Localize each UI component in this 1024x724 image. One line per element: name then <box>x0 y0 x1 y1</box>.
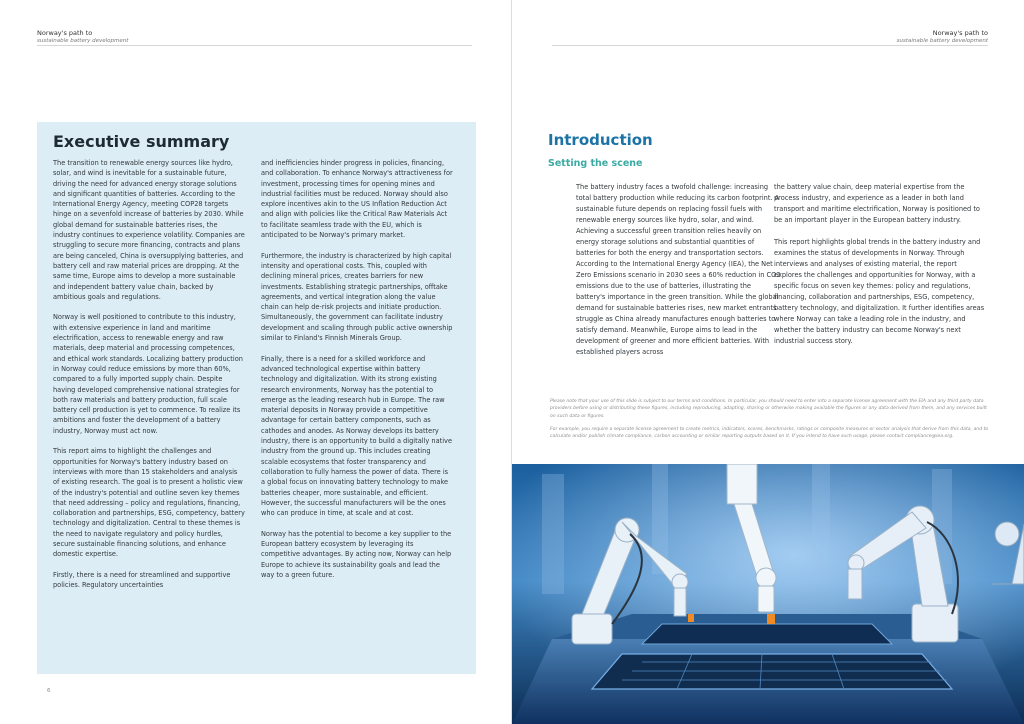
running-head-title: Norway's path to <box>37 29 93 37</box>
disclaimer-note-1: Please note that your use of this slide is subject to our terms and conditions. In particular, you should need to enter into a separate license agreement with the EIA and any third party data providers before using or distributing these figures, including reproducing, adapting, sharing or otherwise making available the figures or any data derived from them, and any services built on such data or figures. <box>550 399 987 419</box>
running-head-subtitle: sustainable battery development <box>37 38 129 44</box>
right-page <box>512 0 1024 724</box>
robot-assembly-illustration <box>512 464 1024 724</box>
header-divider <box>552 45 988 46</box>
summary-paragraph: Furthermore, the industry is characterized by high capital intensity and operational costs. This, coupled with declining mineral prices, creates barriers for new investments. Establishing strategic partnerships, offtake agreements, and vertical integration along the value chain can help de-risk projects and initiate production. Simultaneously, the government can facilitate industry development and scaling through public active ownership similar to Finland's Finnish Minerals Group. <box>261 251 453 343</box>
running-head-subtitle: sustainable battery development <box>896 38 988 44</box>
summary-paragraph: Finally, there is a need for a skilled workforce and advanced technological expertise within battery technology and digitalization. With its strong existing research environments, Norway has the potential to emerge as the leading research hub in Europe. The raw material deposits in Norway provide a competitive advantage for certain battery components, such as cathodes and anodes. As Norway develops its battery industry, there is an opportunity to build a digitally native industry from the ground up. This includes creating scalable ecosystems that foster transparency and collaboration to fully harness the power of data. There is a global focus on innovating battery technology to make batteries cheaper, more sustainable, and efficient. However, the successful manufacturers will be the ones who can produce in time, at scale and at cost. <box>261 354 453 518</box>
summary-paragraph: Norway is well positioned to contribute to this industry, with extensive experience in land and maritime electrification, access to renewable energy and raw materials, deep material and processing competences, and ethical work standards. Localizing battery production in Norway could reduce emissions by more than 60%, compared to a fully imported supply chain. Despite having developed comprehensive national strategies for both raw materials and battery production, full scale battery cell production is yet to commence. To realize its ambitions and foster the development of a battery industry, Norway must act now. <box>53 313 243 435</box>
page-number: 6 <box>47 688 51 694</box>
executive-summary-box <box>37 122 476 674</box>
running-head-right <box>897 29 988 45</box>
introduction-title: Introduction <box>548 131 653 149</box>
introduction-subtitle: Setting the scene <box>548 158 643 169</box>
summary-paragraph: and inefficiencies hinder progress in policies, financing, and collaboration. To enhance Norway's attractiveness for investment, processing times for opening mines and industrial facilities must be reduced. Norway should also explore incentives akin to the US Inflation Reduction Act and align with policies like the Critical Raw Materials Act to facilitate seamless trade with the EU, which is anticipated to be Norway's primary market. <box>261 159 453 240</box>
robot-assembly-photo <box>512 464 1024 724</box>
header-divider <box>37 45 472 46</box>
summary-paragraph: The transition to renewable energy sources like hydro, solar, and wind is inevitable for a sustainable future, driving the need for advanced energy storage solutions and significant quantities of batteries. According to the International Energy Agency, meeting COP28 targets hinge on a sevenfold increase of batteries by 2030. While global demand for sustainable batteries rises, the industry continues to experience volatility. Companies are struggling to secure more financing, contracts and plans are being canceled, China is oversupplying batteries, and battery cell and raw material prices are dropping. At the same time, Europe aims to develop a more sustainable and independent battery value chain, backed by ambitious goals and regulations. <box>53 159 245 301</box>
intro-column-2 <box>774 182 986 358</box>
summary-column-1 <box>53 158 245 601</box>
intro-paragraph: the battery value chain, deep material expertise from the process industry, and experience as a leader in both land transport and maritime electrification, Norway is positioned to be an important player in the European battery industry. <box>774 183 980 224</box>
running-head-title: Norway's path to <box>932 29 988 37</box>
summary-paragraph: Firstly, there is a need for streamlined and supportive policies. Regulatory uncertainties <box>53 570 231 590</box>
running-head-left <box>37 29 128 45</box>
summary-title: Executive summary <box>53 132 230 151</box>
summary-paragraph: Norway has the potential to become a key supplier to the European battery ecosystem by leveraging its competitive advantages. By acting now, Norway can help Europe to achieve its sustainability goals and lead the way to a green future. <box>261 529 452 579</box>
disclaimer-note-2: For example, you require a separate license agreement to create metrics, indicators, scores, benchmarks, ratings or composite measures or sector analysis that derive from this data, and to calculate and/or publish climate compliance, carbon accounting or similar reporting outputs based on it. If you intend to have such usage, please contact compliance@iea.org. <box>550 427 989 440</box>
summary-paragraph: This report aims to highlight the challenges and opportunities for Norway's battery industry based on interviews with more than 15 stakeholders and analysis of existing research. The goal is to present a holistic view of the industry's potential and outline seven key themes that need addressing – policy and regulations, financing, collaboration and partnerships, ESG, competency, battery technology and digitalization. Central to these themes is the need to navigate regulatory and policy hurdles, secure sustainable financing solutions, and enhance domestic expertise. <box>53 447 245 559</box>
intro-column-1 <box>576 182 781 369</box>
intro-paragraph: This report highlights global trends in the battery industry and examines the status of developments in Norway. Through interviews and analyses of existing material, the report explores the challenges and opportunities for Norway, with a specific focus on seven key themes: policy and regulations, financing, collaboration and partnerships, ESG, competency, battery technology, and digitalization. It further identifies areas where Norway can take a leading role in the industry, and whether the battery industry can become Norway's next industrial success story. <box>774 238 985 345</box>
intro-paragraph: The battery industry faces a twofold challenge: increasing total battery production while reducing its carbon footprint. A sustainable future depends on replacing fossil fuels with renewable energy sources like hydro, solar, and wind. Achieving a successful green transition relies heavily on energy storage solutions and substantial quantities of batteries for both the energy and transportation sectors. According to the International Energy Agency (IEA), the Net Zero Emissions scenario in 2030 sees a 60% reduction in CO2 emissions due to the use of batteries, illustrating the battery's importance in the green transition. While the global demand for sustainable batteries rises, new market entrants struggle as China already manufactures enough batteries to satisfy demand. Meanwhile, Europe aims to lead in the development of greener and more efficient batteries. With established players across <box>576 183 781 356</box>
summary-column-2 <box>261 158 453 590</box>
